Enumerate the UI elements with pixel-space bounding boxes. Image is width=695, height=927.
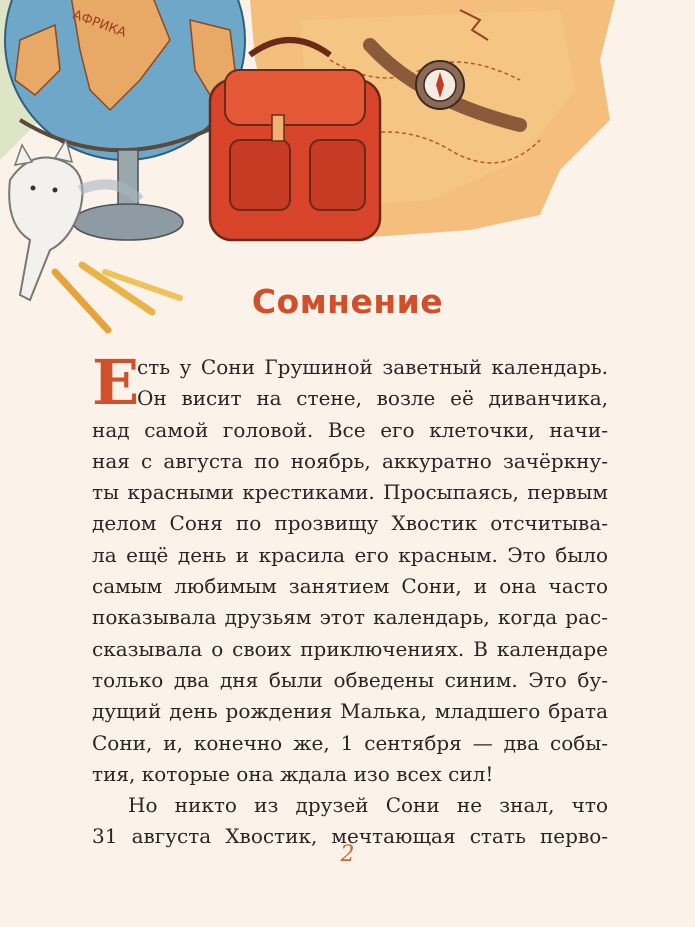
text-line: сказывала о своих приключениях. В календаре bbox=[92, 636, 608, 661]
text-line: делом Соня по прозвищу Хвостик отсчитыва- bbox=[92, 511, 608, 536]
globe-label: АФРИКА bbox=[70, 7, 129, 41]
chapter-text bbox=[92, 346, 608, 853]
text-line: сть у Сони Грушиной заветный календарь. bbox=[137, 355, 608, 379]
text-line: дущий день рождения Малька, младшего брата bbox=[92, 699, 608, 724]
backpack-drawing bbox=[210, 40, 380, 240]
text-line: тия, которые она ждала изо всех сил! bbox=[92, 761, 494, 786]
text-line: ная с августа по ноябрь, аккуратно зачёркну- bbox=[92, 448, 608, 473]
text-line: 31 августа Хвостик, мечтающая стать перво- bbox=[92, 824, 608, 849]
page-number: 2 bbox=[340, 842, 355, 867]
text-line: над самой головой. Все его клеточки, начи- bbox=[92, 417, 608, 442]
text-line: ла ещё день и красила его красным. Это было bbox=[92, 542, 608, 567]
text-line: Он висит на стене, возле её диванчика, bbox=[137, 386, 608, 411]
text-line: Но никто из друзей Сони не знал, что bbox=[128, 793, 608, 818]
text-line: ты красными крестиками. Просыпаясь, первым bbox=[92, 480, 608, 505]
drop-cap: Е bbox=[92, 346, 140, 419]
chapter-title: Сомнение bbox=[251, 282, 444, 321]
text-line: самым любимым занятием Сони, и она часто bbox=[92, 574, 608, 599]
text-line: Сони, и, конечно же, 1 сентября — два собы- bbox=[92, 730, 608, 755]
text-line: только два дня были обведены синим. Это бу- bbox=[92, 667, 608, 692]
text-line: показывала друзьям этот календарь, когда рас- bbox=[92, 605, 608, 630]
